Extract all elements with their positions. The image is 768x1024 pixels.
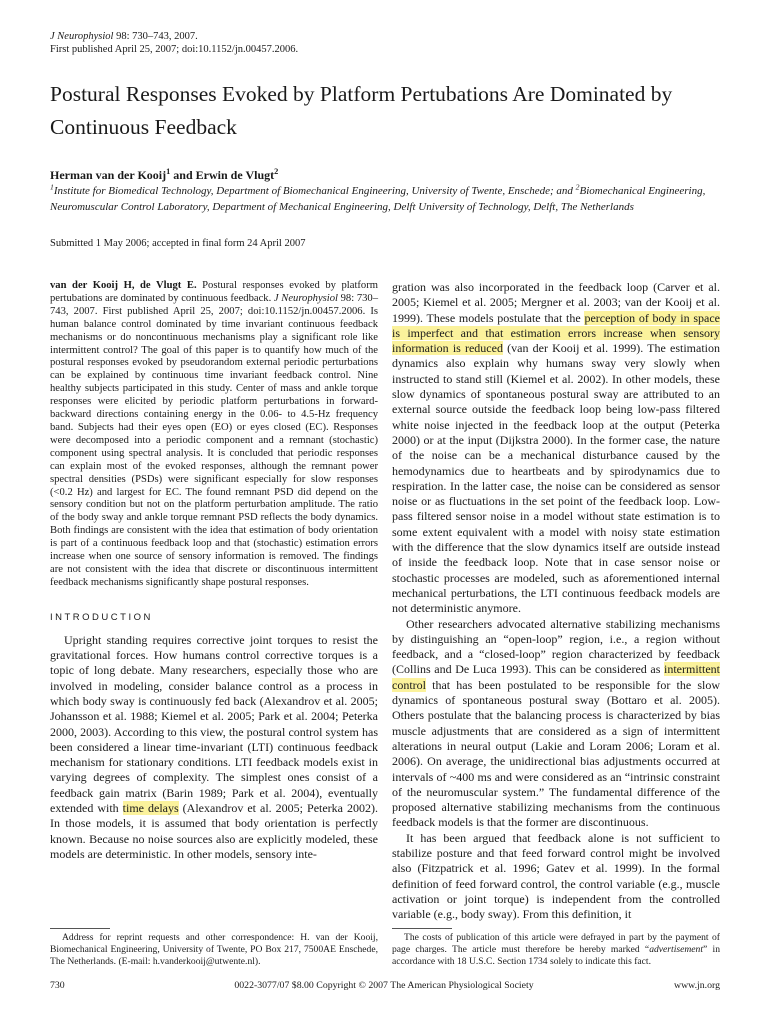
highlighted-text[interactable]: intermittent control <box>392 662 720 692</box>
author-list <box>50 168 278 183</box>
publication-doi: First published April 25, 2007; doi:10.1152/jn.00457.2006. <box>50 44 299 55</box>
text-run: gration was also incorporated in the feedback loop (Carver et al. 2005; Kiemel et al. 2005; Mergner et al. 2003; van der Kooij et al. 1999). These models postulate that the <box>392 280 720 325</box>
author-affil-mark: 1 <box>166 167 171 176</box>
author-affil-mark: 2 <box>274 167 279 176</box>
affil-text: Biomechanical Engineering, Neuromuscular Control Laboratory, Department of Mechanical Engineering, Delft University of Technology, Delft, The Netherlands <box>50 185 706 213</box>
footnote-divider <box>392 928 452 929</box>
paragraph: It has been argued that feedback alone is not sufficient to stabilize posture and that feed forward control might be involved also (Fitzpatrick et al. 1996; Gatev et al. 1999). In the formal definition of feed forward control, the control variable (e.g., muscle activation or joint torque) is independent from the controlled variable (e.g., body sway). From this definition, it <box>392 830 720 922</box>
publication-cost-footnote <box>392 932 720 968</box>
paragraph <box>392 617 720 831</box>
text-run: (Alexandrov et al. 2005; Peterka 2002). In those models, it is assumed that body orientation is perfectly known. Because no noise sources also are explicitly modeled, these models are deterministic. In other models, sensory inte- <box>50 801 379 861</box>
affil-text: Institute for Biomedical Technology, Department of Biomechanical Engineering, University of Twente, Enschede; and <box>53 185 576 197</box>
submission-dates: Submitted 1 May 2006; accepted in final form 24 April 2007 <box>50 238 306 249</box>
text-run: (van der Kooij et al. 1999). The estimation dynamics also explain why humans sway very slowly when instructed to stand still (Kiemel et al. 2002). In other models, these slow dynamics of spontaneous postural sway are attributed to an external source outside the feedback loop being low-pass filtered white noise injected in the feedback loop at the output (Peterka 2000) or at the input (Dijkstra 2000). In the former case, the nature of the noise can be a mechanical disturbance caused by the hemodynamics due to heartbeats and by spirodynamics due to respiration. In the latter case, the noise can be considered as sensor noise or as fluctuations in the set point of the feedback loop. Low-pass filtered sensor noise in a model without state estimation is to some extent equivalent with a model with noisy state estimation with the difference that the slow dynamics itself are outside instead of inside the feedback loop. Note that in case sensor noise or stochastic processes are modeled, such as aforementioned internal mechanical perturbations, the LTI continuous feedback models are not deterministic anymore. <box>392 341 720 616</box>
text-run: ” in accordance with 18 U.S.C. Section 1734 solely to indicate this fact. <box>392 944 721 967</box>
text-run: Other researchers advocated alternative stabilizing mechanisms by distinguishing an “open-loop” region, i.e., a region without feedback, and a “closed-loop” region characterized by feedback (Collins and De Luca 1993). This can be considered as <box>392 616 720 677</box>
author-conjunction: and <box>170 168 196 182</box>
copyright-line: 0022-3077/07 $8.00 Copyright © 2007 The American Physiological Society <box>234 980 534 991</box>
author-name: Erwin de Vlugt <box>195 168 275 182</box>
abstract-title: Postural responses evoked by platform pertubations are dominated by continuous feedback. <box>50 280 378 304</box>
journal-citation <box>50 30 298 56</box>
text-run: that has been postulated to be responsible for the slow dynamics of spontaneous postural sway (Bottaro et al. 2005). Others postulate that the balancing process is characterized by bias muscle adjustments that are considered as a sign of intermittent alterations in neural output (Lakie and Loram 2006; Loram et al. 2006). On average, the unidirectional bias adjustments occurred at intervals of ~400 ms and were considered as an “intrinsic constraint of the neuromuscular system.” The fundamental difference of the proposed alternative stabilizing mechanisms from the continuous feedback models is that the former are discontinuous. <box>392 677 720 830</box>
correspondence-footnote: Address for reprint requests and other correspondence: H. van der Kooij, Biomechanical Engineering, University of Twente, PO Box 217, 7500AE Enschede, The Netherlands. (E-mail: h.vanderkooij@utwente.nl). <box>50 932 378 967</box>
right-column <box>392 280 720 922</box>
abstract-text: 98: 730–743, 2007. First published April 25, 2007; doi:10.1152/jn.00457.2006. Is human balance control dominated by time invariant continuous feedback mechanisms or do noncontinuous mechanisms play a significant role like intermittent control? The goal of this paper is to quantify how much of the postural responses evoked by pseudorandom external periodic perturbations can be explained by continuous time invariant feedback control. Nine healthy subjects participated in this study. Center of mass and ankle torque responses were elicited by periodic platform perturbations in forward-backward directions containing energy in the 0.06- to 4.5-Hz frequency band. Subjects had their eyes open (EO) or eyes closed (EC). Responses were decomposed into a periodic component and a remnant (stochastic) component using spectral analysis. It is concluded that periodic responses can explain most of the evoked responses, although the remnant power spectral densities (PSDs) were significant especially for slow responses (<0.2 Hz) and largest for EC. The found remnant PSD did depend on the sensory condition but not on the platform perturbation amplitude. The ratio of the body sway and ankle torque remnant PSD reflects the body dynamics. Both findings are consistent with the idea that estimation of body orientation is part of a continuous feedback loop and that (stochastic) estimation errors increase when one source of sensory information is removed. The findings are not consistent with the idea that discrete or discontinuous intermittent feedback mechanisms significantly shape postural responses. <box>50 292 379 588</box>
affil-mark: 2 <box>575 182 580 192</box>
journal-volume: 98: 730–743, 2007. <box>113 31 198 42</box>
highlighted-text[interactable]: perception of body in space is imperfect and that estimation errors increase when sensory information is reduced <box>392 310 720 356</box>
affil-mark: 1 <box>50 182 54 192</box>
left-column <box>50 280 378 862</box>
text-run: advertisement <box>649 944 704 955</box>
abstract <box>50 280 378 590</box>
article-title: Postural Responses Evoked by Platform Pertubations Are Dominated by Continuous Feedback <box>50 82 673 139</box>
section-heading-introduction: INTRODUCTION <box>50 611 153 623</box>
affiliations <box>50 183 730 215</box>
author-name: Herman van der Kooij <box>50 168 167 182</box>
abstract-journal: J Neurophysiol <box>273 292 338 304</box>
page-number: 730 <box>50 980 65 991</box>
footnote-divider <box>50 928 110 929</box>
paragraph <box>392 280 720 617</box>
text-run: The costs of publication of this article were defrayed in part by the payment of page charges. The article must therefore be hereby marked “ <box>392 932 720 955</box>
journal-name: J Neurophysiol <box>50 31 114 42</box>
text-run: Upright standing requires corrective joint torques to resist the gravitational forces. How humans control corrective torques is a topic of long debate. Many researchers, especially those who are involved in modeling, consider balance control as a process in which body sway is continuously fed back (Alexandrov et al. 2005; Johansson et al. 1988; Kiemel et al. 2005; Park et al. 2004; Peterka 2000, 2003). According to this view, the postural control system has been considered a linear time-invariant (LTI) continuous feedback mechanism for stationary conditions. LTI feedback models exist in varying degrees of complexity. The simplest ones consist of a feedback gain matrix (Barin 1989; Park et al. 2004), eventually extended with <box>50 632 378 816</box>
highlighted-text[interactable]: time delays <box>122 801 179 816</box>
journal-url[interactable]: www.jn.org <box>674 980 720 991</box>
paragraph <box>50 633 378 862</box>
abstract-authors: van der Kooij H, de Vlugt E. <box>50 280 197 291</box>
